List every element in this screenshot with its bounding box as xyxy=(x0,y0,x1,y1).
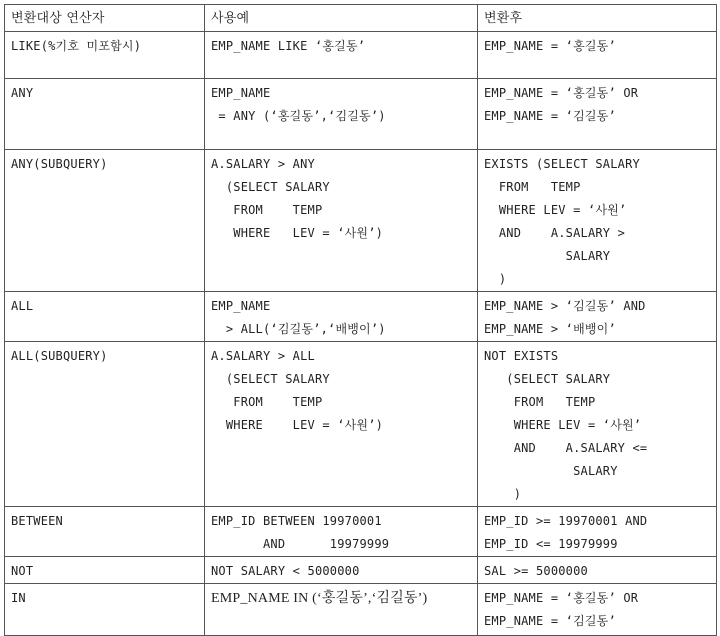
operator-line: ALL xyxy=(11,299,34,313)
converted-line: EMP_NAME > ‘배뱅이’ xyxy=(484,322,616,336)
operator-line: BETWEEN xyxy=(11,514,63,528)
example-line: NOT SALARY < 5000000 xyxy=(211,564,360,578)
example-cell xyxy=(205,292,478,342)
example-line: FROM TEMP xyxy=(211,203,323,217)
converted-cell xyxy=(478,557,717,584)
converted-line: WHERE LEV = ‘사원’ xyxy=(484,203,627,217)
header-operator: 변환대상 연산자 xyxy=(5,5,205,32)
converted-cell xyxy=(478,507,717,557)
converted-line: EXISTS (SELECT SALARY xyxy=(484,157,640,171)
table-row xyxy=(5,150,717,292)
example-cell xyxy=(205,150,478,292)
operator-cell xyxy=(5,292,205,342)
converted-line: FROM TEMP xyxy=(484,180,581,194)
operator-line: LIKE(%기호 미포함시) xyxy=(11,39,142,53)
converted-line: WHERE LEV = ‘사원’ xyxy=(484,418,642,432)
example-line: (SELECT SALARY xyxy=(211,180,330,194)
table-row xyxy=(5,342,717,507)
converted-line: FROM TEMP xyxy=(484,395,596,409)
converted-line: EMP_NAME = ‘홍길동’ OR xyxy=(484,591,639,605)
example-line: EMP_NAME xyxy=(211,299,271,313)
operator-cell xyxy=(5,32,205,79)
converted-line: EMP_NAME = ‘홍길동’ OR xyxy=(484,86,639,100)
example-line: A.SALARY > ANY xyxy=(211,157,315,171)
converted-cell xyxy=(478,292,717,342)
table-row xyxy=(5,32,717,79)
operator-cell xyxy=(5,79,205,150)
header-example: 사용예 xyxy=(205,5,478,32)
converted-line: (SELECT SALARY xyxy=(484,372,611,386)
table-row xyxy=(5,79,717,150)
example-line: EMP_NAME IN (‘홍길동’,‘김길동’) xyxy=(211,591,428,606)
converted-line: SALARY xyxy=(484,464,618,478)
converted-cell xyxy=(478,342,717,507)
converted-line: SALARY xyxy=(484,249,611,263)
operator-cell xyxy=(5,557,205,584)
converted-cell xyxy=(478,32,717,79)
table-row xyxy=(5,507,717,557)
example-line: WHERE LEV = ‘사원’) xyxy=(211,418,384,432)
example-line: AND 19979999 xyxy=(211,537,390,551)
converted-cell xyxy=(478,79,717,150)
converted-line: AND A.SALARY <= xyxy=(484,441,648,455)
converted-line: AND A.SALARY > xyxy=(484,226,626,240)
example-cell xyxy=(205,32,478,79)
operator-line: ALL(SUBQUERY) xyxy=(11,349,108,363)
converted-line: NOT EXISTS xyxy=(484,349,559,363)
operator-cell xyxy=(5,150,205,292)
converted-line: EMP_ID >= 19970001 AND xyxy=(484,514,648,528)
example-cell xyxy=(205,342,478,507)
operator-conversion-table xyxy=(4,4,717,636)
example-line: (SELECT SALARY xyxy=(211,372,330,386)
example-line: EMP_ID BETWEEN 19970001 xyxy=(211,514,382,528)
converted-line: EMP_NAME = ‘김길동’ xyxy=(484,109,616,123)
example-line: A.SALARY > ALL xyxy=(211,349,315,363)
table-row xyxy=(5,292,717,342)
converted-line: SAL >= 5000000 xyxy=(484,564,588,578)
table-row xyxy=(5,557,717,584)
example-line: = ANY (‘홍길동’,‘김길동’) xyxy=(211,109,386,123)
example-line: FROM TEMP xyxy=(211,395,323,409)
operator-line: ANY xyxy=(11,86,34,100)
converted-cell xyxy=(478,150,717,292)
example-line: EMP_NAME xyxy=(211,86,271,100)
example-line: > ALL(‘김길동’,‘배뱅이’) xyxy=(211,322,386,336)
converted-line: EMP_NAME > ‘김길동’ AND xyxy=(484,299,646,313)
converted-line: EMP_NAME = ‘김길동’ xyxy=(484,614,616,628)
converted-line: ) xyxy=(484,272,507,286)
converted-line: ) xyxy=(484,487,522,501)
example-cell xyxy=(205,557,478,584)
operator-line: ANY(SUBQUERY) xyxy=(11,157,108,171)
operator-cell xyxy=(5,507,205,557)
converted-line: EMP_NAME = ‘홍길동’ xyxy=(484,39,616,53)
example-cell xyxy=(205,507,478,557)
example-line: EMP_NAME LIKE ‘홍길동’ xyxy=(211,39,366,53)
header-row xyxy=(5,5,717,32)
converted-line: EMP_ID <= 19979999 xyxy=(484,537,618,551)
header-converted: 변환후 xyxy=(478,5,717,32)
operator-line: IN xyxy=(11,591,26,605)
operator-cell xyxy=(5,342,205,507)
operator-line: NOT xyxy=(11,564,34,578)
example-line: WHERE LEV = ‘사원’) xyxy=(211,226,384,240)
example-cell xyxy=(205,79,478,150)
